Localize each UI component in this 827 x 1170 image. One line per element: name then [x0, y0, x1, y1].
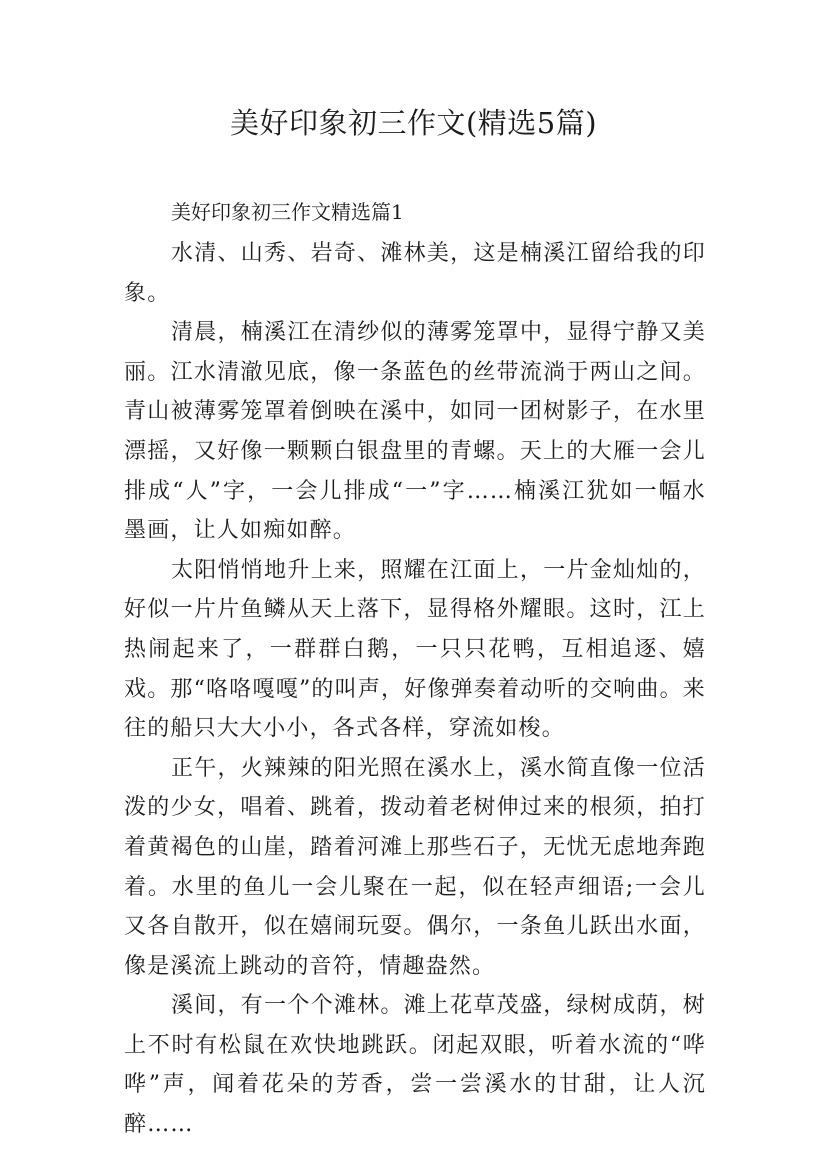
- document-title: 美好印象初三作文(精选5篇): [229, 106, 598, 140]
- paragraph-2: 清晨，楠溪江在清纱似的薄雾笼罩中，显得宁静又美丽。江水清澈见底，像一条蓝色的丝带流淌于两山之间。青山被薄雾笼罩着倒映在溪中，如同一团树影子，在水里漂摇，又好像一颗颗白银盘里的青螺。天上的大雁一会儿排成“人”字，一会儿排成“一”字……楠溪江犹如一幅水墨画，让人如痴如醉。: [124, 320, 706, 544]
- document-body: [124, 190, 706, 1145]
- paragraph-5: 溪间，有一个个滩林。滩上花草茂盛，绿树成荫，树上不时有松鼠在欢快地跳跃。闭起双眼，听着水流的“哗哗”声，闻着花朵的芳香，尝一尝溪水的甘甜，让人沉醉……: [124, 993, 706, 1138]
- paragraph-1: 水清、山秀、岩奇、滩林美，这是楠溪江留给我的印象。: [124, 241, 706, 306]
- paragraph-4: 正午，火辣辣的阳光照在溪水上，溪水简直像一位活泼的少女，唱着、跳着，拨动着老树伸过来的根须，拍打着黄褐色的山崖，踏着河滩上那些石子，无忧无虑地奔跑着。水里的鱼儿一会儿聚在一起，似在轻声细语;一会儿又各自散开，似在嬉闹玩耍。偶尔，一条鱼儿跃出水面，像是溪流上跳动的音符，情趣盎然。: [124, 755, 706, 979]
- paragraph-3: 太阳悄悄地升上来，照耀在江面上，一片金灿灿的，好似一片片鱼鳞从天上落下，显得格外耀眼。这时，江上热闹起来了，一群群白鹅，一只只花鸭，互相追逐、嬉戏。那“咯咯嘎嘎”的叫声，好像弹奏着动听的交响曲。来往的船只大大小小，各式各样，穿流如梭。: [124, 557, 706, 742]
- section-heading: 美好印象初三作文精选篇1: [171, 200, 404, 224]
